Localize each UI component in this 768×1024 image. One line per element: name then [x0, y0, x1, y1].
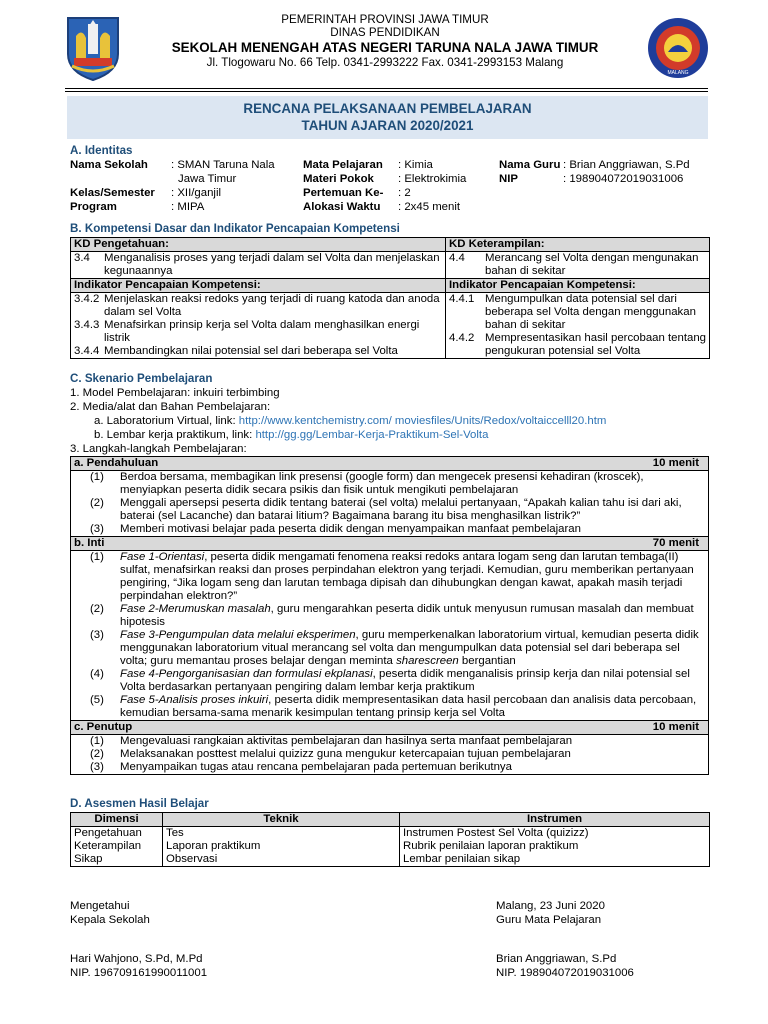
section-skenario-heading: C. Skenario Pembelajaran — [70, 372, 213, 385]
program-label: Program — [70, 201, 117, 213]
worksheet-link[interactable]: http://gg.gg/Lembar-Kerja-Praktikum-Sel-Volta — [255, 429, 489, 441]
document-title: RENCANA PELAKSANAAN PEMBELAJARAN — [243, 101, 532, 116]
langkah-table — [70, 456, 709, 775]
list-item: (1) Mengevaluasi rangkaian aktivitas pembelajaran dan hasilnya serta manfaat pembelajaran — [90, 735, 573, 747]
pertemuan-value: : 2 — [398, 187, 411, 199]
materi-value: : Elektrokimia — [398, 173, 467, 185]
inti-list — [71, 551, 709, 721]
signature-left-nip: NIP. 196709161990011001 — [70, 967, 208, 979]
nama-sekolah-label: Nama Sekolah — [70, 159, 148, 171]
letterhead-line2: DINAS PENDIDIKAN — [330, 26, 440, 39]
list-item: (2) Fase 2-Merumuskan masalah, guru mengarahkan peserta didik untuk menyusun rumusan masalah dan membuat hipotesis — [90, 603, 694, 628]
materi-label: Materi Pokok — [303, 173, 374, 185]
alokasi-value: : 2x45 menit — [398, 201, 461, 213]
section-identitas-heading: A. Identitas — [70, 144, 133, 157]
kd-keterampilan-num: 4.4 — [449, 252, 465, 264]
letterhead-school: SEKOLAH MENENGAH ATAS NEGERI TARUNA NALA JAWA TIMUR — [171, 40, 599, 55]
table-row: Sikap Observasi Lembar penilaian sikap — [71, 853, 710, 867]
inti-time: 70 menit — [652, 537, 699, 549]
ipk-left-cell — [71, 293, 446, 359]
penutup-list — [71, 735, 709, 775]
ipk-left-item: 3.4.4 Membandingkan nilai potensial sel dari beberapa sel Volta — [74, 345, 398, 357]
pendahuluan-time: 10 menit — [652, 457, 699, 469]
penutup-header: c. Penutup 10 menit — [71, 721, 709, 735]
nip-label: NIP — [499, 173, 518, 185]
ipk-left-header: Indikator Pencapaian Kompetensi: — [71, 279, 446, 293]
guru-label: Nama Guru — [499, 159, 561, 171]
list-item: (2) Menggali apersepsi peserta didik tentang baterai (sel volta) melalui pertanyaan, “Apakah kalian tahu isi dari aki, baterai (sel Lacanche) dan batarai litium? Bagaimana barang itu bisa menghasilkan listrik?” — [90, 497, 682, 522]
guru-value: : Brian Anggriawan, S.Pd — [563, 159, 690, 171]
ipk-right-header: Indikator Pencapaian Kompetensi: — [446, 279, 710, 293]
list-item: (3) Fase 3-Pengumpulan data melalui eksperimen, guru memperkenalkan laboratorium virtual, kemudian peserta didik menggunakan laboratorium vitual merancang sel volta dan mengumpulkan data potensial sel dari beberapa sel volta; guru memantau proses belajar dengan meminta sharescreen bergantian — [90, 629, 699, 667]
list-item: (4) Fase 4-Pengorganisasian dan formulasi ekplanasi, peserta didik menganalisis prinsip kerja dan nilai potensial sel Volta berdasarkan pertanyaan pengiring dalam lembar kerja praktikum — [90, 668, 690, 693]
document-year: TAHUN AJARAN 2020/2021 — [301, 118, 474, 133]
ipk-right-item: 4.4.2 Mempresentasikan hasil percobaan tentang pengukuran potensial sel Volta — [449, 332, 706, 357]
program-value: : MIPA — [171, 201, 205, 213]
signature-left-name: Hari Wahjono, S.Pd, M.Pd — [70, 953, 203, 965]
list-item: (1) Berdoa bersama, membagikan link presensi (google form) dan mengecek presensi kehadiran (kroscek), menyiapkan peserta didik secara psikis dan fisik untuk mengikuti pembelajaran — [90, 471, 644, 496]
list-item: (3) Menyampaikan tugas atau rencana pembelajaran pada pertemuan berikutnya — [90, 761, 512, 773]
ipk-left-item: 3.4.2 Menjelaskan reaksi redoks yang terjadi di ruang katoda dan anoda dalam sel Volta — [74, 293, 440, 318]
kd-pengetahuan-header: KD Pengetahuan: — [71, 238, 446, 252]
list-item: (5) Fase 5-Analisis proses inkuiri, peserta didik mempresentasikan data hasil percobaan dan analisis data percobaan, kemudian bersama-sama menarik kesimpulan tentang prinsip kerja sel Volta — [90, 694, 697, 719]
document-title-box — [67, 96, 708, 139]
letterhead-divider-thin — [65, 91, 708, 92]
ipk-right-cell — [446, 293, 710, 359]
media-heading: 2. Media/alat dan Bahan Pembelajaran: — [70, 401, 271, 413]
kompetensi-table — [70, 237, 710, 359]
media-b: b. Lembar kerja praktikum, link: http://gg.gg/Lembar-Kerja-Praktikum-Sel-Volta — [94, 429, 489, 441]
asesmen-header-teknik: Teknik — [163, 813, 400, 827]
ipk-right-item: 4.4.1 Mengumpulkan data potensial sel dari beberapa sel Volta dengan menggunakan bahan di sekitar — [449, 293, 696, 331]
signature-right-line1: Malang, 23 Juni 2020 — [496, 900, 605, 912]
alokasi-label: Alokasi Waktu — [303, 201, 381, 213]
kd-pengetahuan-num: 3.4 — [74, 252, 90, 264]
nama-sekolah-value2: Jawa Timur — [178, 173, 237, 185]
inti-header: b. Inti 70 menit — [71, 537, 709, 551]
kd-keterampilan-header: KD Keterampilan: — [446, 238, 710, 252]
pendahuluan-list — [71, 471, 709, 537]
table-row: Keterampilan Laporan praktikum Rubrik penilaian laporan praktikum — [71, 840, 710, 853]
asesmen-header-dimensi: Dimensi — [71, 813, 163, 827]
list-item: (3) Memberi motivasi belajar pada peserta didik dengan menyampaikan manfaat pembelajaran — [90, 523, 581, 535]
kd-keterampilan-cell — [446, 252, 710, 279]
taruna-nala-logo — [646, 16, 710, 80]
letterhead-divider — [65, 88, 708, 89]
media-a: a. Laboratorium Virtual, link: http://www.kentchemistry.com/ moviesfiles/Units/Redox/voltaiccelll20.htm — [94, 415, 607, 427]
kd-keterampilan-text: Merancang sel Volta dengan mengunakan bahan di sekitar — [485, 252, 699, 277]
letterhead-address: Jl. Tlogowaru No. 66 Telp. 0341-2993222 Fax. 0341-2993153 Malang — [206, 56, 564, 69]
kd-pengetahuan-cell — [71, 252, 446, 279]
signature-right-nip: NIP. 198904072019031006 — [496, 967, 634, 979]
langkah-heading: 3. Langkah-langkah Pembelajaran: — [70, 443, 247, 455]
asesmen-table — [70, 812, 710, 867]
mapel-value: : Kimia — [398, 159, 433, 171]
section-asesmen-heading: D. Asesmen Hasil Belajar — [70, 797, 209, 810]
signature-right-name: Brian Anggriawan, S.Pd — [496, 953, 617, 965]
pendahuluan-header: a. Pendahuluan 10 menit — [71, 457, 709, 471]
kd-pengetahuan-text: Menganalisis proses yang terjadi dalam sel Volta dan menjelaskan kegunaannya — [104, 252, 440, 277]
signature-left-line2: Kepala Sekolah — [70, 914, 150, 926]
list-item: (1) Fase 1-Orientasi, peserta didik mengamati fenomena reaksi redoks antara logam seng dan larutan tembaga(II) sulfat, menafsirkan reaksi dan proses perpindahan elektron yang terjadi. Kemudian, guru memberikan pertanyaan pengiring, “Jika logam seng dan larutan tembaga dipisah dan dihubungkan dengan kawat, apakah masih terjadi perpindahan elektron?” — [90, 551, 694, 602]
table-row: Pengetahuan Tes Instrumen Postest Sel Volta (quizizz) — [71, 827, 710, 841]
kelas-value: : XII/ganjil — [171, 187, 222, 199]
jatim-crest-logo — [62, 14, 124, 82]
model-pembelajaran: 1. Model Pembelajaran: inkuiri terbimbing — [70, 387, 280, 399]
pertemuan-label: Pertemuan Ke- — [303, 187, 384, 199]
mapel-label: Mata Pelajaran — [303, 159, 383, 171]
section-kompetensi-heading: B. Kompetensi Dasar dan Indikator Pencapaian Kompetensi — [70, 222, 400, 235]
asesmen-header-instrumen: Instrumen — [400, 813, 710, 827]
penutup-time: 10 menit — [652, 721, 699, 733]
taruna-nala-logo-text: MALANG — [667, 70, 689, 76]
virtual-lab-link[interactable]: http://www.kentchemistry.com/ moviesfiles/Units/Redox/voltaiccelll20.htm — [238, 415, 607, 427]
list-item: (2) Melaksanakan posttest melalui quizizz guna mengukur ketercapaian tujuan pembelajaran — [90, 748, 571, 760]
nip-value: : 198904072019031006 — [563, 173, 684, 185]
kelas-label: Kelas/Semester — [70, 187, 155, 199]
signature-right-line2: Guru Mata Pelajaran — [496, 914, 602, 926]
letterhead-line1: PEMERINTAH PROVINSI JAWA TIMUR — [281, 13, 489, 26]
ipk-left-item: 3.4.3 Menafsirkan prinsip kerja sel Volta dalam menghasilkan energi listrik — [74, 319, 420, 344]
signature-left-line1: Mengetahui — [70, 900, 130, 912]
nama-sekolah-value: : SMAN Taruna Nala — [171, 159, 275, 171]
